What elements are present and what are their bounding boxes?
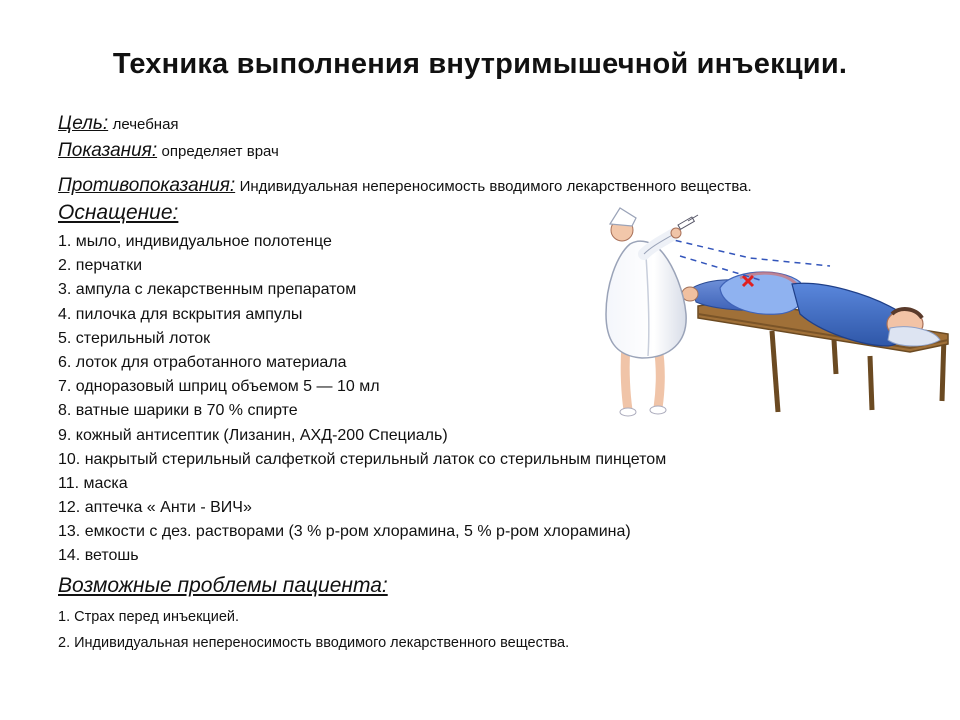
list-item: 4. пилочка для вскрытия ампулы — [58, 305, 303, 323]
list-item: 1. мыло, индивидуальное полотенце — [58, 233, 332, 250]
list-item: 13. емкости с дез. растворами (3 % р-ром хлорамина, 5 % р-ром хлорамина) — [58, 523, 631, 541]
equipment-heading — [58, 201, 178, 225]
list-item: 5. стерильный лоток — [58, 329, 211, 347]
problems-heading — [58, 574, 388, 598]
goal-line — [58, 113, 179, 135]
list-item: 7. одноразовый шприц объемом 5 — 10 мл — [58, 378, 380, 396]
list-item: 8. ватные шарики в 70 % спирте — [58, 402, 298, 420]
list-item: 1. Страх перед инъекцией. — [58, 609, 240, 625]
list-item: 11. маска — [58, 474, 128, 492]
list-item: 12. аптечка « Анти - ВИЧ» — [58, 499, 252, 517]
page-title: Техника выполнения внутримышечной инъекции. — [112, 48, 848, 80]
indications-label: Показания: — [58, 140, 158, 161]
problems-list — [58, 606, 569, 658]
indications-line — [58, 140, 279, 162]
problems-label: Возможные проблемы пациента: — [58, 574, 388, 597]
list-item: 3. ампула с лекарственным препаратом — [58, 281, 357, 299]
goal-label: Цель: — [58, 113, 109, 134]
indications-value: определяет врач — [161, 143, 279, 160]
list-item: 10. накрытый стерильный салфеткой стерильный латок со стерильным пинцетом — [58, 450, 667, 468]
nurse-injecting-patient-illustration — [570, 196, 960, 420]
contraindications-line — [58, 175, 752, 197]
goal-value: лечебная — [112, 116, 179, 133]
contraindications-value: Индивидуальная непереносимость вводимого лекарственного вещества. — [239, 178, 752, 195]
list-item: 2. Индивидуальная непереносимость вводимого лекарственного вещества. — [58, 635, 570, 651]
list-item: 9. кожный антисептик (Лизанин, АХД-200 Специаль) — [58, 426, 448, 444]
equipment-label: Оснащение: — [58, 201, 179, 224]
list-item: 2. перчатки — [58, 257, 143, 275]
list-item: 6. лоток для отработанного материала — [58, 353, 347, 371]
list-item: 14. ветошь — [58, 547, 139, 565]
contraindications-label: Противопоказания: — [58, 175, 236, 196]
